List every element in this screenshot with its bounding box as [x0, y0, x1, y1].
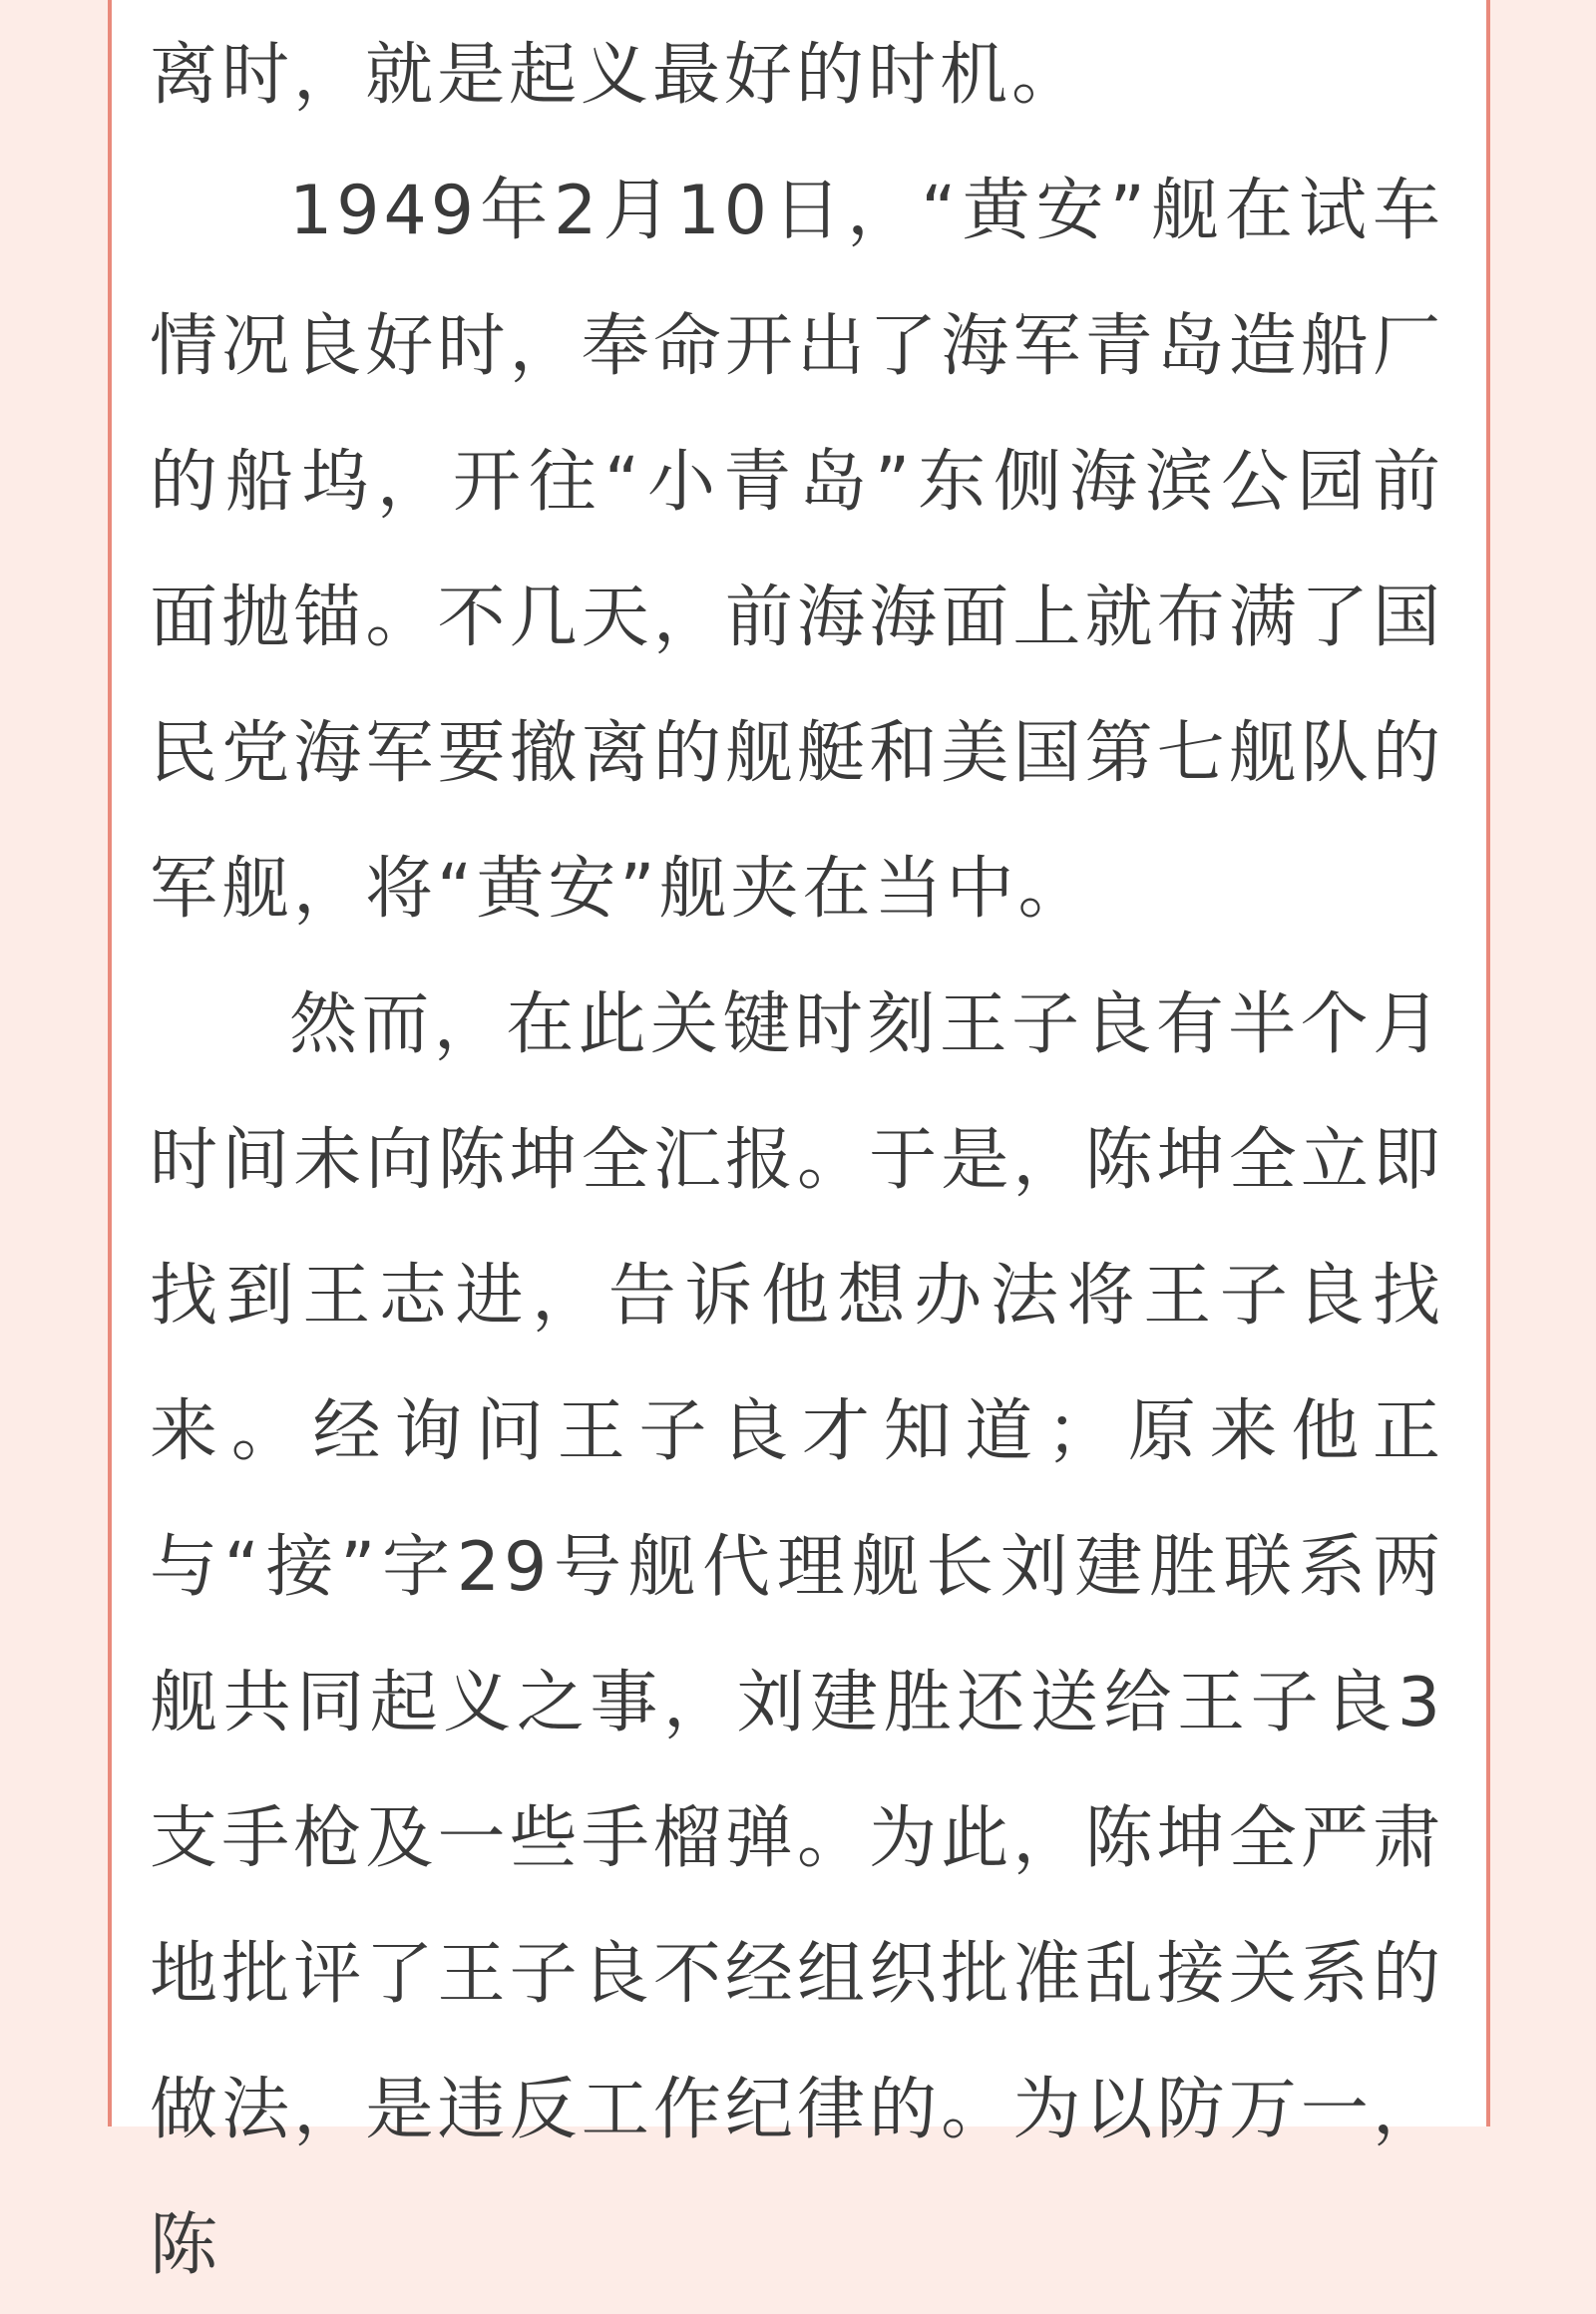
article-paragraph-2: 1949年2月10日，“黄安”舰在试车情况良好时，奉命开出了海军青岛造船厂的船坞，开往“小青岛”东侧海滨公园前面抛锚。不几天，前海海面上就布满了国民党海军要撤离的舰艇和美国第七舰队的军舰，将“黄安”舰夹在当中。: [150, 172, 1444, 929]
article-paragraph-3: 然而，在此关键时刻王子良有半个月时间未向陈坤全汇报。于是，陈坤全立即找到王志进，告诉他想办法将王子良找来。经询问王子良才知道；原来他正与“接”字29号舰代理舰长刘建胜联系两舰共同起义之事，刘建胜还送给王子良3支手枪及一些手榴弹。为此，陈坤全严肃地批评了王子良不经组织批准乱接关系的做法，是违反工作纪律的。为以防万一，陈: [150, 985, 1444, 2285]
article-paragraph-1: 离时，就是起义最好的时机。: [150, 36, 1084, 115]
article-body: [150, 8, 1444, 2314]
right-border-line: [1486, 0, 1490, 2126]
